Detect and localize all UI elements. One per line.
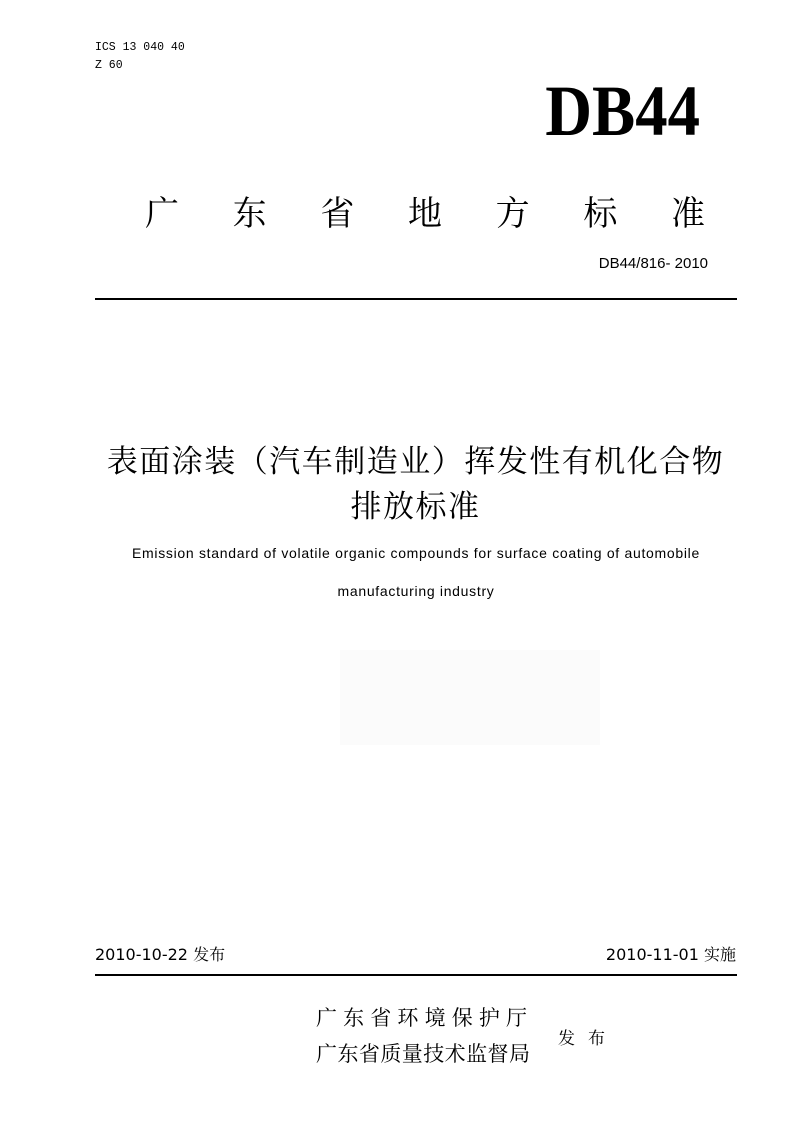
title-zh-line-2: 排放标准 <box>350 489 481 525</box>
standard-number: DB44/816- 2010 <box>598 255 708 272</box>
issue-date: 2010-10-22 发布 <box>95 945 226 964</box>
title-en-line-1: Emission standard of volatile organic compounds for surface coating of automobile <box>132 545 700 561</box>
title-zh-line-1: 表面涂装（汽车制造业）挥发性有机化合物 <box>106 444 725 480</box>
issue-action-label: 发 布 <box>558 1029 605 1049</box>
implementation-date: 2010-11-01 实施 <box>605 945 736 964</box>
issuer-quality-supervision: 广东省质量技术监督局 <box>316 1042 530 1066</box>
issuer-environmental-protection: 广东省环境保护厅 <box>316 1006 527 1030</box>
title-en-line-2: manufacturing industry <box>337 583 495 599</box>
blank-area <box>340 650 600 745</box>
standard-type-heading: 广 东 省 地 方 标 准 <box>145 194 705 234</box>
bottom-divider <box>95 974 737 976</box>
standard-code-mark: DB44 <box>545 71 700 151</box>
ccs-number: Z 60 <box>95 59 123 72</box>
ics-number: ICS 13 040 40 <box>95 41 185 54</box>
top-divider <box>95 298 737 300</box>
